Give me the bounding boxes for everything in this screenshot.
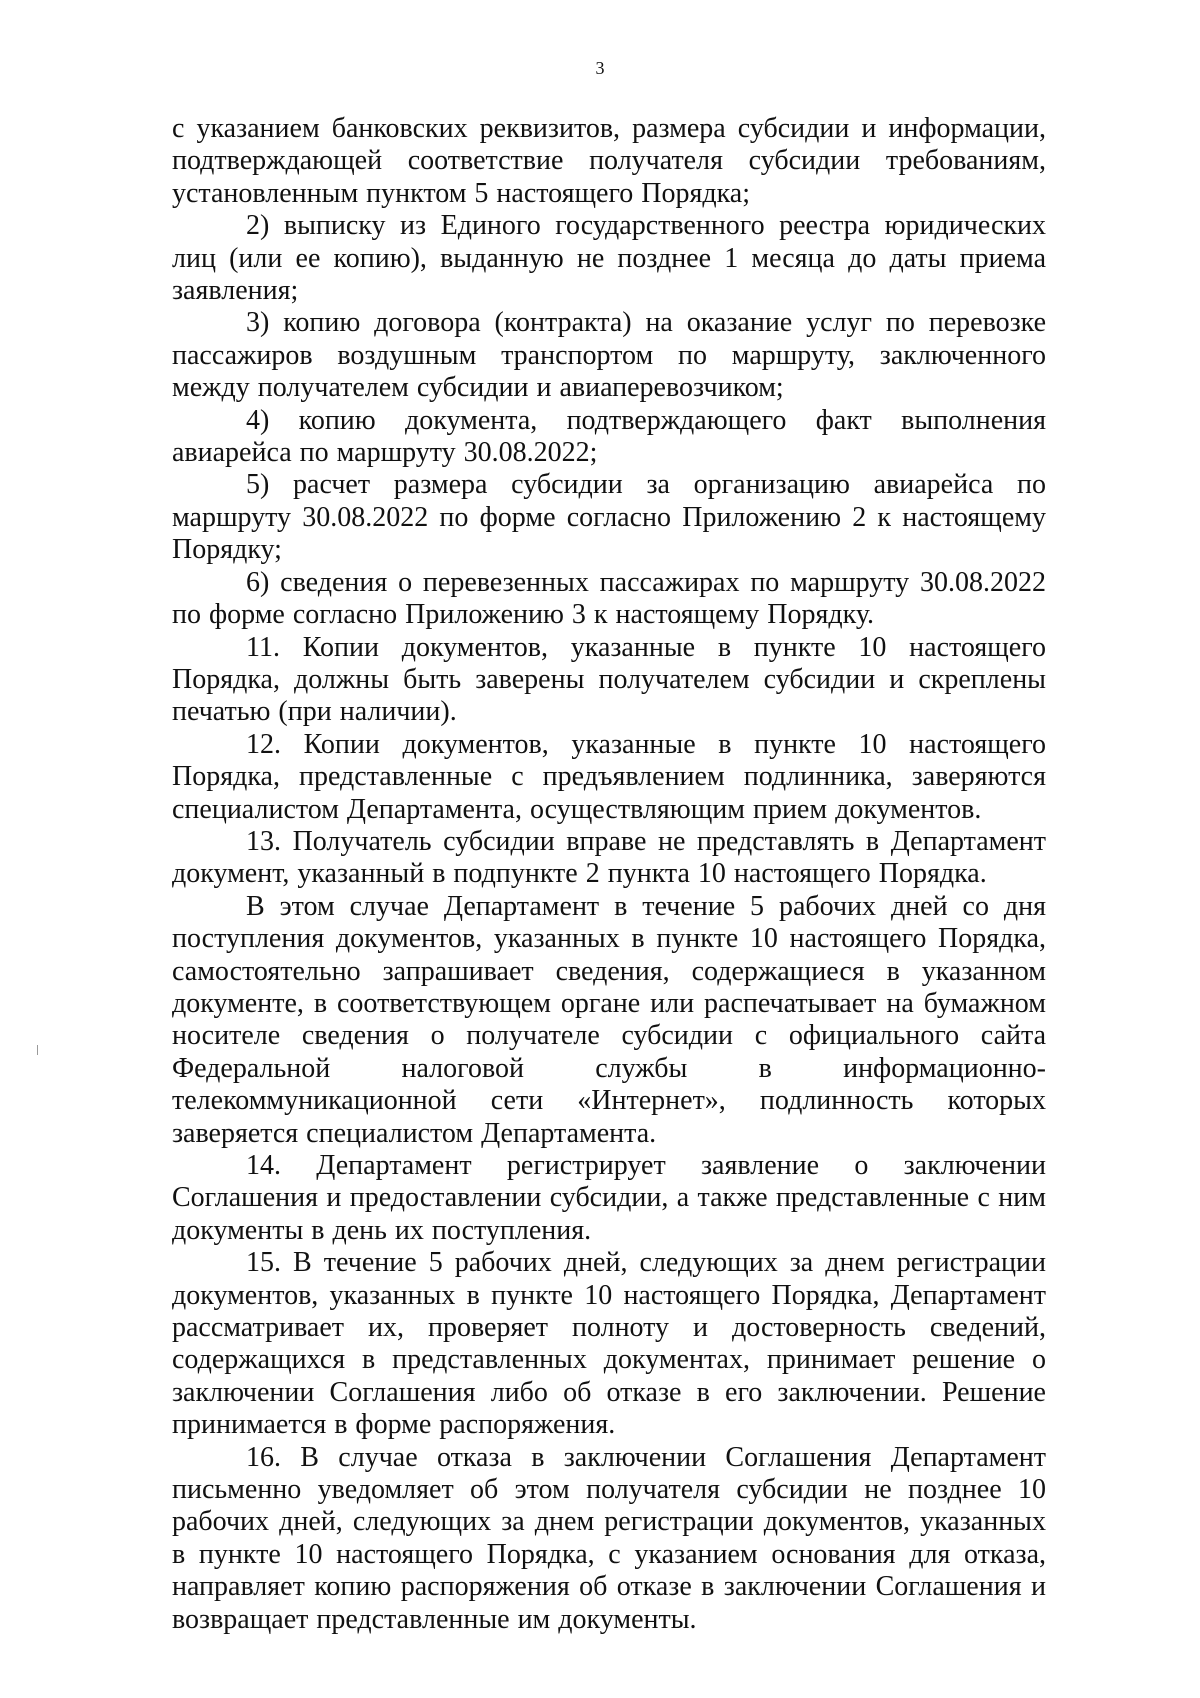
paragraph: 14. Департамент регистрирует заявление о заключении Соглашения и предоставлении субсидии, а также представленные с ним документы в день их поступления. [172,1150,1046,1246]
paragraph: 5) расчет размера субсидии за организацию авиарейса по маршруту 30.08.2022 по форме согласно Приложению 2 к настоящему Порядку; [172,469,1046,566]
paragraph: 4) копию документа, подтверждающего факт выполнения авиарейса по маршруту 30.08.2022; [172,404,1046,469]
paragraph: 2) выписку из Единого государственного реестра юридических лиц (или ее копию), выданную не позднее 1 месяца до даты приема заявления; [172,210,1046,307]
scan-mark [37,1045,38,1055]
paragraph: 12. Копии документов, указанные в пункте 10 настоящего Порядка, представленные с предъявлением подлинника, заверяются специалистом Департамента, осуществляющим прием документов. [172,728,1046,825]
paragraph: 15. В течение 5 рабочих дней, следующих за днем регистрации документов, указанных в пункте 10 настоящего Порядка, Департамент рассматривает их, проверяет полноту и достоверность сведений, содержащихся в представленных документах, принимает решение о заключении Соглашения либо об отказе в его заключении. Решение принимается в форме распоряжения. [172,1247,1046,1441]
paragraph: 11. Копии документов, указанные в пункте 10 настоящего Порядка, должны быть заверены получателем субсидии и скреплены печатью (при наличии). [172,631,1046,728]
paragraph: В этом случае Департамент в течение 5 рабочих дней со дня поступления документов, указанных в пункте 10 настоящего Порядка, самостоятельно запрашивает сведения, содержащиеся в указанном документе, в соответствующем органе или распечатывает на бумажном носителе сведения о получателе субсидии с официального сайта Федеральной налоговой службы в информационно-телекоммуникационной сети «Интернет», подлинность которых заверяется специалистом Департамента. [172,890,1046,1149]
paragraph: 13. Получатель субсидии вправе не представлять в Департамент документ, указанный в подпункте 2 пункта 10 настоящего Порядка. [172,825,1046,890]
paragraph: 16. В случае отказа в заключении Соглашения Департамент письменно уведомляет об этом получателя субсидии не позднее 10 рабочих дней, следующих за днем регистрации документов, указанных в пункте 10 настоящего Порядка, с указанием основания для отказа, направляет копию распоряжения об отказе в заключении Соглашения и возвращает представленные им документы. [172,1441,1046,1635]
paragraph: 3) копию договора (контракта) на оказание услуг по перевозке пассажиров воздушным транспортом по маршруту, заключенного между получателем субсидии и авиаперевозчиком; [172,307,1046,404]
paragraph: 6) сведения о перевезенных пассажирах по маршруту 30.08.2022 по форме согласно Приложению 3 к настоящему Порядку. [172,566,1046,631]
document-body [172,113,1046,1636]
page-number: 3 [595,58,605,78]
paragraph: с указанием банковских реквизитов, размера субсидии и информации, подтверждающей соответствие получателя субсидии требованиям, установленным пунктом 5 настоящего Порядка; [172,113,1046,209]
